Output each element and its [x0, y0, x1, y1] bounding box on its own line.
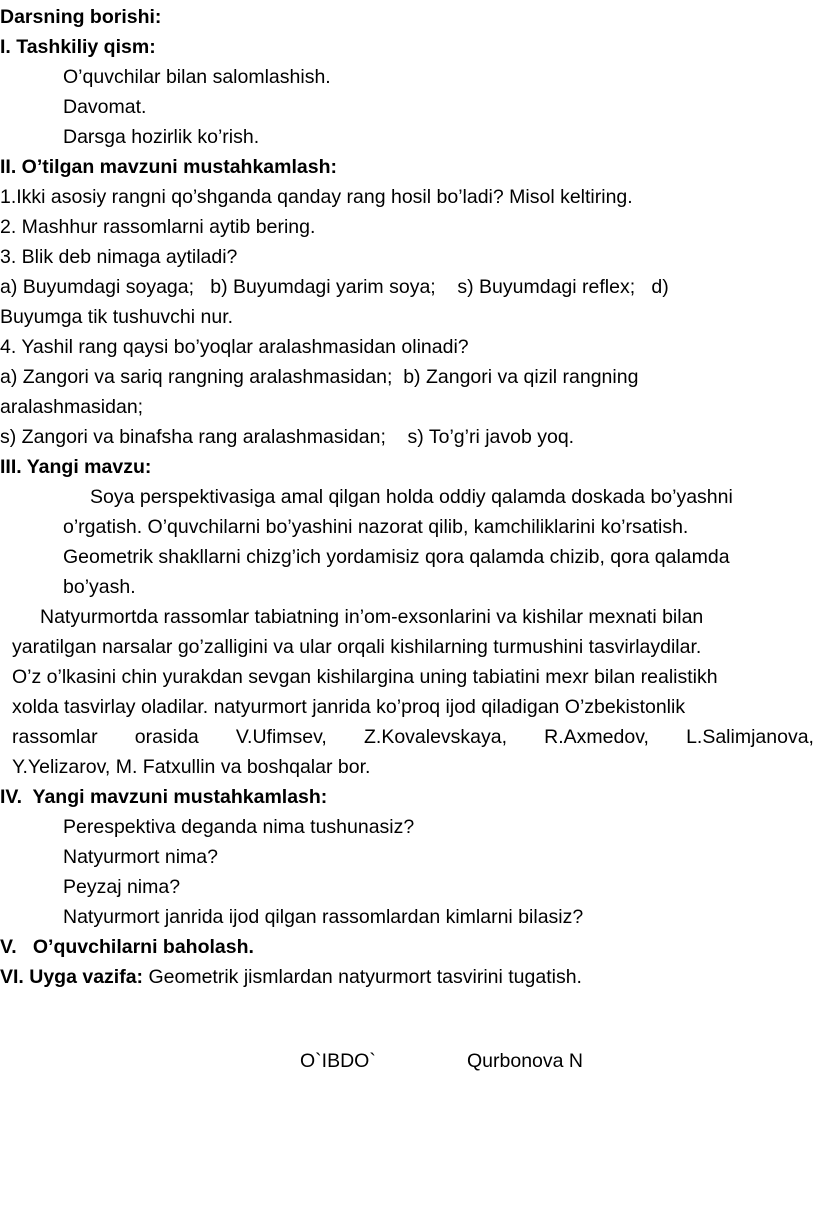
section-5-title: V. O’quvchilarni baholash.	[0, 936, 254, 958]
question-4-options-cont: aralashmasidan;	[0, 396, 144, 418]
section-6-line	[0, 962, 582, 992]
natyurmort-paragraph-last-line: Y.Yelizarov, M. Fatxullin va boshqalar bor.	[12, 756, 371, 778]
section-4-item: Natyurmort nima?	[63, 846, 218, 868]
section-6-title: VI. Uyga vazifa:	[0, 966, 144, 988]
section-4-item: Perespektiva deganda nima tushunasiz?	[63, 816, 415, 838]
justified-word: L.Salimjanova,	[686, 726, 814, 748]
question-4-options: a) Zangori va sariq rangning aralashmasidan; b) Zangori va qizil rangning	[0, 366, 639, 388]
question-2: 2. Mashhur rassomlarni aytib bering.	[0, 216, 316, 238]
question-3-options-cont: Buyumga tik tushuvchi nur.	[0, 306, 234, 328]
section-3-paragraph-line: bo’yash.	[63, 576, 136, 598]
section-3-title: III. Yangi mavzu:	[0, 456, 152, 478]
signature-organization: O`IBDO`	[300, 1050, 376, 1072]
section-1-title: I. Tashkiliy qism:	[0, 36, 156, 58]
question-4-options-cont: s) Zangori va binafsha rang aralashmasidan; s) To’g’ri javob yoq.	[0, 426, 575, 448]
justified-word: R.Axmedov,	[544, 726, 649, 748]
section-3-paragraph-line: o’rgatish. O’quvchilarni bo’yashini nazorat qilib, kamchiliklarini ko’rsatish.	[63, 516, 689, 538]
section-1-item: O’quvchilar bilan salomlashish.	[63, 66, 331, 88]
natyurmort-paragraph-line: yaratilgan narsalar go’zalligini va ular orqali kishilarning turmushini tasvirlaydilar.	[12, 636, 702, 658]
natyurmort-paragraph-justified-line	[12, 722, 814, 752]
lesson-heading: Darsning borishi:	[0, 6, 162, 28]
natyurmort-paragraph-line: xolda tasvirlay oladilar. natyurmort janrida ko’proq ijod qiladigan O’zbekistonlik	[12, 696, 686, 718]
section-1-item: Davomat.	[63, 96, 147, 118]
justified-word: V.Ufimsev,	[235, 726, 327, 748]
section-6-text: Geometrik jismlardan natyurmort tasvirini tugatish.	[143, 966, 582, 988]
section-3-paragraph-line: Soya perspektivasiga amal qilgan holda oddiy qalamda doskada bo’yashni	[90, 486, 733, 508]
justified-word: rassomlar	[12, 726, 98, 748]
natyurmort-paragraph-line: Natyurmortda rassomlar tabiatning in’om-exsonlarini va kishilar mexnati bilan	[40, 606, 704, 628]
justified-word: Z.Kovalevskaya,	[363, 726, 508, 748]
question-4: 4. Yashil rang qaysi bo’yoqlar aralashmasidan olinadi?	[0, 336, 469, 358]
section-2-title: II. O’tilgan mavzuni mustahkamlash:	[0, 156, 337, 178]
section-4-title: IV. Yangi mavzuni mustahkamlash:	[0, 786, 328, 808]
question-3: 3. Blik deb nimaga aytiladi?	[0, 246, 238, 268]
justified-word: orasida	[134, 726, 199, 748]
section-4-item: Natyurmort janrida ijod qilgan rassomlardan kimlarni bilasiz?	[63, 906, 584, 928]
section-1-item: Darsga hozirlik ko’rish.	[63, 126, 260, 148]
natyurmort-paragraph-line: O’z o’lkasini chin yurakdan sevgan kishilargina uning tabiatini mexr bilan realistikh	[12, 666, 718, 688]
section-3-paragraph-line: Geometrik shakllarni chizg’ich yordamisiz qora qalamda chizib, qora qalamda	[63, 546, 730, 568]
section-4-item: Peyzaj nima?	[63, 876, 181, 898]
question-1: 1.Ikki asosiy rangni qo’shganda qanday rang hosil bo’ladi? Misol keltiring.	[0, 186, 633, 208]
signature-name: Qurbonova N	[467, 1050, 583, 1072]
question-3-options: a) Buyumdagi soyaga; b) Buyumdagi yarim soya; s) Buyumdagi reflex; d)	[0, 276, 669, 298]
